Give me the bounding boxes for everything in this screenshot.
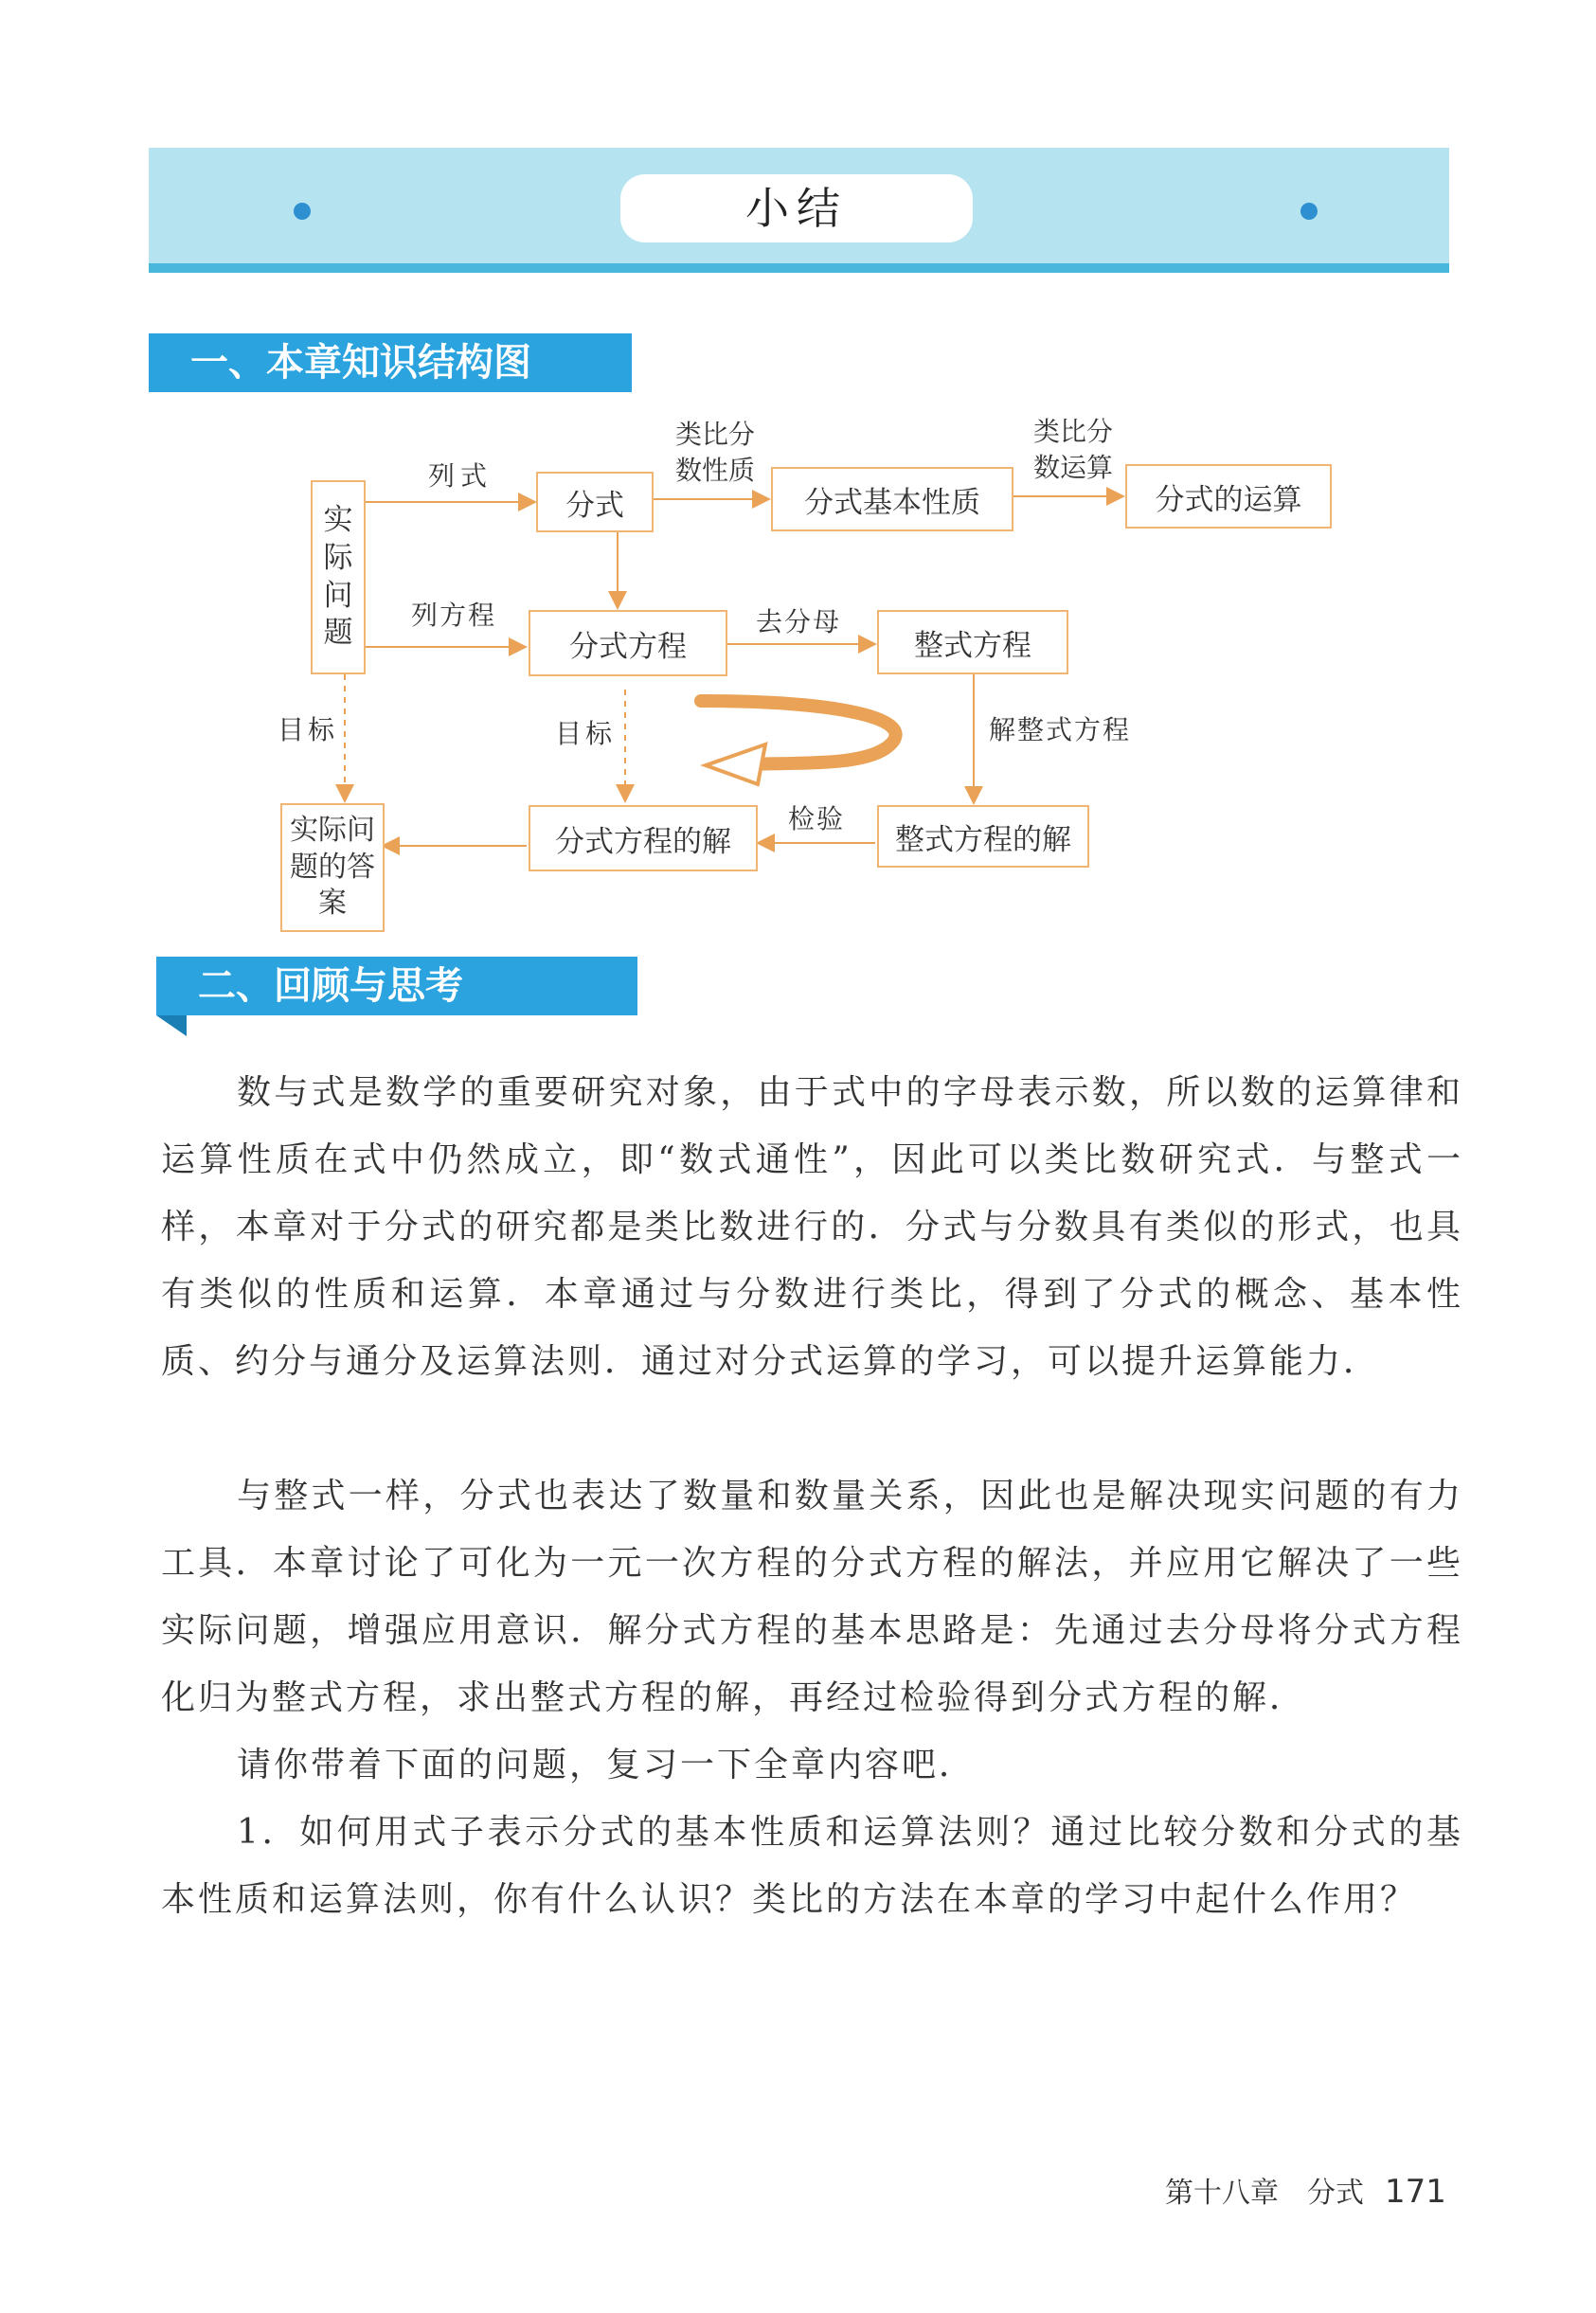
section1-heading: 一、本章知识结构图 bbox=[149, 333, 632, 392]
label-list-equation: 列方程 bbox=[411, 600, 497, 631]
page-title: 小结 bbox=[620, 174, 973, 242]
box-practical-problem: 实际问题 bbox=[311, 480, 366, 674]
box-integral-equation: 整式方程 bbox=[877, 610, 1068, 674]
knowledge-structure-diagram bbox=[0, 0, 1596, 947]
box-integral-solution: 整式方程的解 bbox=[877, 805, 1089, 868]
box-fractional-solution: 分式方程的解 bbox=[529, 805, 758, 871]
label-list-expression: 列式 bbox=[428, 460, 493, 492]
label-check: 检验 bbox=[788, 803, 846, 834]
label-goal-left: 目标 bbox=[278, 714, 339, 745]
section2-heading: 二、回顾与思考 bbox=[156, 957, 637, 1015]
section2-heading-tail bbox=[156, 1015, 187, 1036]
curved-arrow-head bbox=[706, 744, 765, 784]
label-analogy-operation: 类比分数运算 bbox=[1032, 416, 1113, 483]
page-footer bbox=[1165, 2169, 1446, 2211]
label-analogy-property: 类比分数性质 bbox=[674, 419, 755, 486]
box-fraction-basic-property: 分式基本性质 bbox=[771, 467, 1013, 531]
label-goal-mid: 目标 bbox=[555, 718, 617, 749]
paragraph-2: 与整式一样，分式也表达了数量和数量关系，因此也是解决现实问题的有力工具．本章讨论了可化为一元一次方程的分式方程的解法，并应用它解决了一些实际问题，增强应用意识．解分式方程的基本思路是：先通过去分母将分式方程化归为整式方程，求出整式方程的解，再经过检验得到分式方程的解． bbox=[161, 1477, 1463, 1717]
page-number: 171 bbox=[1385, 2173, 1446, 2211]
box-fraction: 分式 bbox=[536, 472, 654, 532]
box-fractional-equation: 分式方程 bbox=[529, 610, 727, 676]
label-solve-integral: 解整式方程 bbox=[989, 714, 1132, 745]
label-remove-denominator: 去分母 bbox=[756, 606, 842, 637]
paragraph-1: 数与式是数学的重要研究对象，由于式中的字母表示数，所以数的运算律和运算性质在式中仍然成立，即“数式通性”，因此可以类比数研究式．与整式一样，本章对于分式的研究都是类比数进行的．分式与分数具有类似的形式，也具有类似的性质和运算．本章通过与分数进行类比，得到了分式的概念、基本性质、约分与通分及运算法则．通过对分式运算的学习，可以提升运算能力． bbox=[161, 1073, 1463, 1381]
paragraph-3: 请你带着下面的问题，复习一下全章内容吧． bbox=[237, 1746, 977, 1784]
box-practical-answer: 实际问题的答案 bbox=[280, 803, 385, 932]
box-fraction-operations: 分式的运算 bbox=[1125, 464, 1332, 529]
paragraph-4: 1．如何用式子表示分式的基本性质和运算法则？通过比较分数和分式的基本性质和运算法则，你有什么认识？类比的方法在本章的学习中起什么作用？ bbox=[161, 1813, 1463, 1919]
footer-chapter: 第十八章 分式 bbox=[1165, 2177, 1364, 2210]
